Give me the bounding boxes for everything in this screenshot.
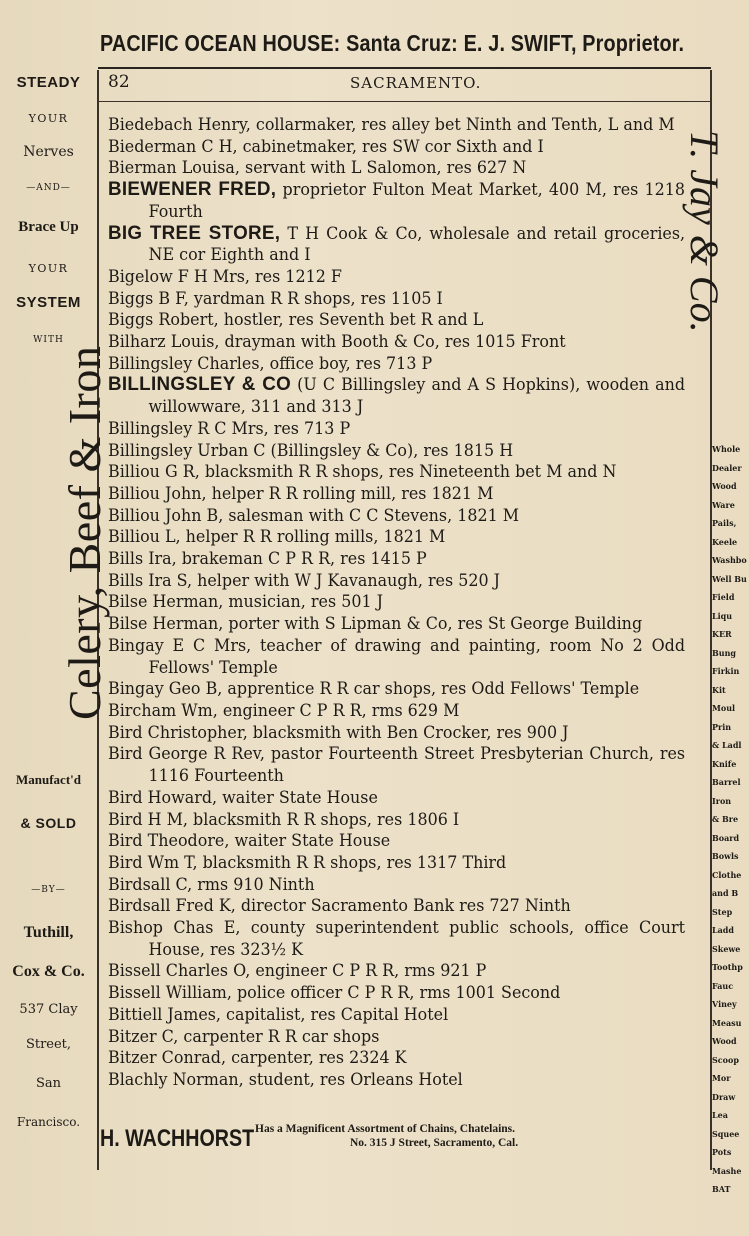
page-number: 82 [108,72,130,92]
right-ad-item: and B [712,888,739,898]
right-ad-item: Bowls [712,851,739,861]
directory-entry [108,114,685,136]
right-ad-item: Viney [712,999,737,1009]
entry-text: Bingay Geo B, apprentice R R car shops, res Odd Fellows' Temple [108,679,640,699]
right-vertical-name: T. Jay & Co. [682,130,727,333]
ad-san: San [35,1076,62,1091]
entry-text: Billiou John, helper R R rolling mill, res 1821 M [108,483,494,503]
directory-entry [108,895,685,917]
entry-text: Bishop Chas E, county superintendent public schools, office Court House, res 323½ K [108,918,686,959]
entry-text: Bird Howard, waiter State House [108,787,378,807]
directory-entry [108,1004,685,1026]
entry-text: Bilse Herman, porter with S Lipman & Co, res St George Building [108,614,643,634]
top-advertisement [100,30,685,66]
right-ad-item: Whole [712,444,741,454]
entry-text: Billiou G R, blacksmith R R shops, res Nineteenth bet M and N [108,462,617,482]
right-ad-item: Board [712,832,740,843]
directory-entry [108,917,685,960]
business-name: BIEWENER FRED, [108,178,277,201]
ad-cox-co: Cox & Co. [12,963,85,980]
ad-steady: STEADY [16,74,81,91]
entry-text: Bird Theodore, waiter State House [108,831,391,851]
entry-text: Bird George R Rev, pastor Fourteenth Street Presbyterian Church, res 1116 Fourteenth [108,744,686,786]
ad-clay: 537 Clay [19,1002,78,1017]
directory-entry [108,830,685,852]
right-ad-item: Lea [712,1110,728,1120]
entry-text: Bitzer Conrad, carpenter, res 2324 K [108,1048,407,1068]
right-ad-item: Mashe [712,1165,742,1176]
directory-entry [108,960,685,982]
directory-entry [108,526,685,548]
right-ad-item: Keele [712,536,738,547]
directory-entry [108,483,685,505]
right-ad-item: Kit [712,684,726,695]
entry-text: Blachly Norman, student, res Orleans Hotel [108,1069,463,1089]
entry-text: Bird H M, blacksmith R R shops, res 1806 I [108,809,460,829]
entry-text: Billingsley R C Mrs, res 713 P [108,418,351,438]
ad-celery-beef-iron: Celery, Beef & Iron [59,345,110,720]
right-item-list [712,440,749,1199]
right-ad-item: Iron [712,795,732,806]
directory-entry [108,787,685,809]
business-name: BILLINGSLEY & CO [108,373,292,396]
right-ad-item: Ware [712,499,735,510]
ad-system: SYSTEM [16,294,81,311]
ad-francisco: Francisco. [16,1115,81,1129]
directory-entry [108,1069,685,1091]
right-sidebar-ad [682,70,749,1194]
right-ad-item: Ladd [712,925,734,935]
directory-entry [108,157,685,179]
entry-text: Biggs B F, yardman R R shops, res 1105 I [108,288,443,308]
entry-text: Billingsley Urban C (Billingsley & Co), res 1815 H [108,440,514,460]
directory-entry [108,353,685,375]
directory-entry [108,591,685,613]
entry-text: Biederman C H, cabinetmaker, res SW cor Sixth and I [108,136,544,156]
right-ad-item: Squee [712,1128,740,1139]
directory-entry [108,374,685,417]
right-ad-item: Measu [712,1017,742,1028]
running-head-city: SACRAMENTO. [350,74,482,92]
right-ad-item: Barrel [712,777,741,787]
right-ad-item: Pails, [712,518,737,528]
ad-by: —BY— [31,885,66,895]
directory-entry [108,223,685,266]
directory-entry [108,309,685,331]
entry-text: Bilse Herman, musician, res 501 J [108,592,384,612]
right-ad-item: Fauc [712,980,734,991]
right-ad-item: Knife [712,758,737,769]
footer-ad-line-1: Has a Magnificent Assortment of Chains, Chatelains. [255,1123,516,1135]
directory-entry [108,613,685,635]
ad-with: WITH [33,335,64,345]
right-ad-item: Clothe [712,869,742,880]
entry-text: Billingsley Charles, office boy, res 713 P [108,353,433,373]
ad-tuthill: Tuthill, [23,924,74,941]
entry-text: Bills Ira, brakeman C P R R, res 1415 P [108,549,427,569]
entry-text: Birdsall Fred K, director Sacramento Bank res 727 Ninth [108,896,571,916]
right-ad-item: Washbo [712,555,747,565]
entry-text: Biedebach Henry, collarmaker, res alley bet Ninth and Tenth, L and M [108,115,675,134]
directory-entry [108,266,685,288]
right-ad-item: & Bre [712,814,739,824]
directory-entry [108,570,685,592]
entry-text: Bircham Wm, engineer C P R R, rms 629 M [108,700,460,720]
directory-entry [108,179,685,222]
right-ad-item: Toothp [712,962,743,972]
directory-entry [108,548,685,570]
entry-text: T H Cook & Co, wholesale and retail groceries, NE cor Eighth and I [148,223,686,265]
entry-text: Bittiell James, capitalist, res Capital Hotel [108,1004,449,1024]
footer-ad-name: H. WACHHORST [100,1125,255,1152]
directory-entry [108,635,685,678]
directory-entry [108,743,685,786]
right-ad-item: Dealer [712,462,742,473]
entry-text: Bird Wm T, blacksmith R R shops, res 1317 Third [108,852,507,872]
directory-entry [108,505,685,527]
directory-entry [108,461,685,483]
right-ad-item: & Ladl [712,740,742,750]
right-ad-item: Liqu [712,610,733,621]
entry-text: Billiou L, helper R R rolling mills, 1821 M [108,527,446,547]
right-ad-item: Scoop [712,1054,739,1065]
right-ad-item: Wood [712,1036,737,1046]
right-ad-item: KER [712,629,732,639]
entry-text: Bird Christopher, blacksmith with Ben Crocker, res 900 J [108,722,569,742]
ad-brace-up: Brace Up [18,219,79,235]
directory-entry [108,874,685,896]
entry-text: Billiou John B, salesman with C C Stevens, 1821 M [108,505,520,525]
right-ad-item: Moul [712,703,736,713]
right-ad-item: Field [712,592,735,602]
directory-entry [108,288,685,310]
right-ad-item: BAT [712,1184,731,1194]
ad-your-2: YOUR [28,262,69,275]
entry-text: Bissell Charles O, engineer C P R R, rms 921 P [108,961,487,981]
directory-entry [108,418,685,440]
right-ad-item: Skewe [712,943,741,954]
directory-entry [108,1047,685,1069]
ad-and-sold: & SOLD [20,815,77,831]
footer-ad-line-2: No. 315 J Street, Sacramento, Cal. [350,1137,519,1149]
entry-text: Bigelow F H Mrs, res 1212 F [108,266,342,286]
top-ad-text: PACIFIC OCEAN HOUSE: Santa Cruz: E. J. SWIFT, Proprietor. [100,30,685,56]
entry-text: Birdsall C, rms 910 Ninth [108,874,315,894]
entry-text: Bitzer C, carpenter R R car shops [108,1026,380,1046]
bottom-advertisement [100,1123,710,1163]
directory-entry [108,700,685,722]
directory-entry [108,852,685,874]
header-rule [98,101,710,102]
right-ad-item: Prin [712,721,732,732]
directory-entry [108,331,685,353]
right-ad-item: Draw [712,1091,736,1102]
directory-entry [108,136,685,158]
directory-entry [108,809,685,831]
ad-your-1: YOUR [28,112,69,125]
directory-entry [108,722,685,744]
ad-street: Street, [25,1037,72,1052]
top-rule [98,67,711,69]
ad-manufactured: Manufact'd [16,772,81,787]
right-ad-item: Bung [712,647,736,658]
entry-text: Bierman Louisa, servant with L Salomon, res 627 N [108,158,527,178]
directory-entry [108,440,685,462]
entry-text: Bilharz Louis, drayman with Booth & Co, res 1015 Front [108,332,566,352]
right-ad-item: Mor [712,1073,731,1083]
directory-entries [108,114,685,1091]
ad-and: —AND— [26,183,71,193]
business-name: BIG TREE STORE, [108,221,281,244]
right-ad-item: Firkin [712,666,740,676]
entry-text: Bissell William, police officer C P R R, rms 1001 Second [108,983,561,1003]
entry-text: (U C Billingsley and A S Hopkins), wooden and willowware, 311 and 313 J [148,375,686,417]
entry-text: Biggs Robert, hostler, res Seventh bet R and L [108,310,484,330]
directory-entry [108,678,685,700]
right-ad-item: Pots [712,1147,732,1157]
right-ad-item: Step [712,906,733,917]
directory-entry [108,1026,685,1048]
right-ad-item: Wood [712,481,737,491]
entry-text: proprietor Fulton Meat Market, 400 M, res 1218 Fourth [148,180,686,221]
entry-text: Bingay E C Mrs, teacher of drawing and painting, room No 2 Odd Fellows' Temple [108,635,686,677]
ad-nerves: Nerves [23,144,74,160]
entry-text: Bills Ira S, helper with W J Kavanaugh, res 520 J [108,570,501,590]
right-ad-item: Well Bu [712,573,747,584]
directory-entry [108,982,685,1004]
